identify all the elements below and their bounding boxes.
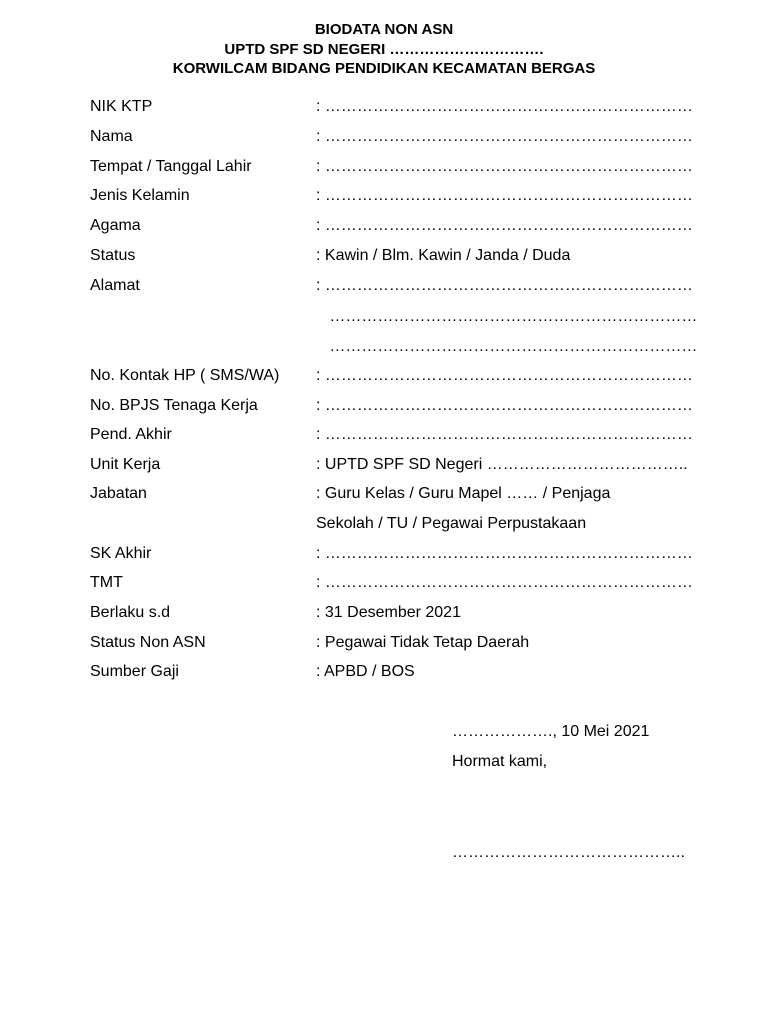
field-value: : Guru Kelas / Guru Mapel …… / Penjaga [316, 485, 611, 502]
field-row-sumber-gaji [0, 661, 768, 683]
field-row-unit-kerja [0, 454, 768, 476]
field-label: Jenis Kelamin [90, 187, 190, 204]
field-label: Pend. Akhir [90, 426, 172, 443]
field-row-kontak [0, 365, 768, 387]
field-label: Berlaku s.d [90, 604, 171, 621]
field-label: SK Akhir [90, 545, 152, 562]
field-row-alamat-cont-2 [0, 336, 768, 358]
field-value: : UPTD SPF SD Negeri ……………………………….. [316, 456, 688, 473]
field-row-status-non-asn [0, 632, 768, 654]
field-value: : …………………………………………………………… [316, 277, 693, 294]
field-row-pend-akhir [0, 424, 768, 446]
field-label: Agama [90, 217, 141, 234]
field-value: …………………………………………………………… [316, 338, 698, 355]
field-row-nik [0, 96, 768, 118]
field-label: No. Kontak HP ( SMS/WA) [90, 367, 280, 384]
signature-name-line: …………………………………….. [452, 844, 685, 861]
field-label: Sumber Gaji [90, 663, 179, 680]
field-value: : Kawin / Blm. Kawin / Janda / Duda [316, 247, 571, 264]
document-title: BIODATA NON ASN [314, 21, 454, 38]
document-subtitle-district: KORWILCAM BIDANG PENDIDIKAN KECAMATAN BERGAS [172, 60, 596, 77]
field-row-agama [0, 215, 768, 237]
field-row-sk-akhir [0, 543, 768, 565]
field-value: : …………………………………………………………… [316, 574, 693, 591]
field-label: Alamat [90, 277, 140, 294]
field-value: Sekolah / TU / Pegawai Perpustakaan [316, 515, 587, 532]
signature-greeting: Hormat kami, [452, 753, 548, 770]
field-row-tmt [0, 572, 768, 594]
field-value: : APBD / BOS [316, 663, 415, 680]
field-value: : 31 Desember 2021 [316, 604, 461, 621]
field-row-jenis-kelamin [0, 185, 768, 207]
field-label: TMT [90, 574, 123, 591]
field-row-alamat-cont-1 [0, 306, 768, 328]
field-row-ttl [0, 156, 768, 178]
field-value: : …………………………………………………………… [316, 187, 693, 204]
field-row-status [0, 245, 768, 267]
field-row-bpjs [0, 395, 768, 417]
field-value: : …………………………………………………………… [316, 128, 693, 145]
field-label: NIK KTP [90, 98, 153, 115]
field-row-jabatan [0, 483, 768, 505]
field-label: Status [90, 247, 136, 264]
field-value: …………………………………………………………… [316, 308, 698, 325]
document-subtitle-school: UPTD SPF SD NEGERI …………………………. [224, 41, 544, 58]
field-row-berlaku [0, 602, 768, 624]
field-value: : …………………………………………………………… [316, 545, 693, 562]
field-label: No. BPJS Tenaga Kerja [90, 397, 258, 414]
field-value: : …………………………………………………………… [316, 426, 693, 443]
field-label: Tempat / Tanggal Lahir [90, 158, 252, 175]
field-label: Jabatan [90, 485, 147, 502]
field-value: : …………………………………………………………… [316, 367, 693, 384]
field-label: Status Non ASN [90, 634, 206, 651]
field-label: Nama [90, 128, 133, 145]
field-row-jabatan-cont [0, 513, 768, 535]
field-row-nama [0, 126, 768, 148]
field-value: : …………………………………………………………… [316, 217, 693, 234]
signature-date: ………………., 10 Mei 2021 [452, 723, 650, 740]
field-value: : Pegawai Tidak Tetap Daerah [316, 634, 530, 651]
field-row-alamat [0, 275, 768, 297]
field-value: : …………………………………………………………… [316, 98, 693, 115]
field-label: Unit Kerja [90, 456, 161, 473]
field-value: : …………………………………………………………… [316, 397, 693, 414]
field-value: : …………………………………………………………… [316, 158, 693, 175]
